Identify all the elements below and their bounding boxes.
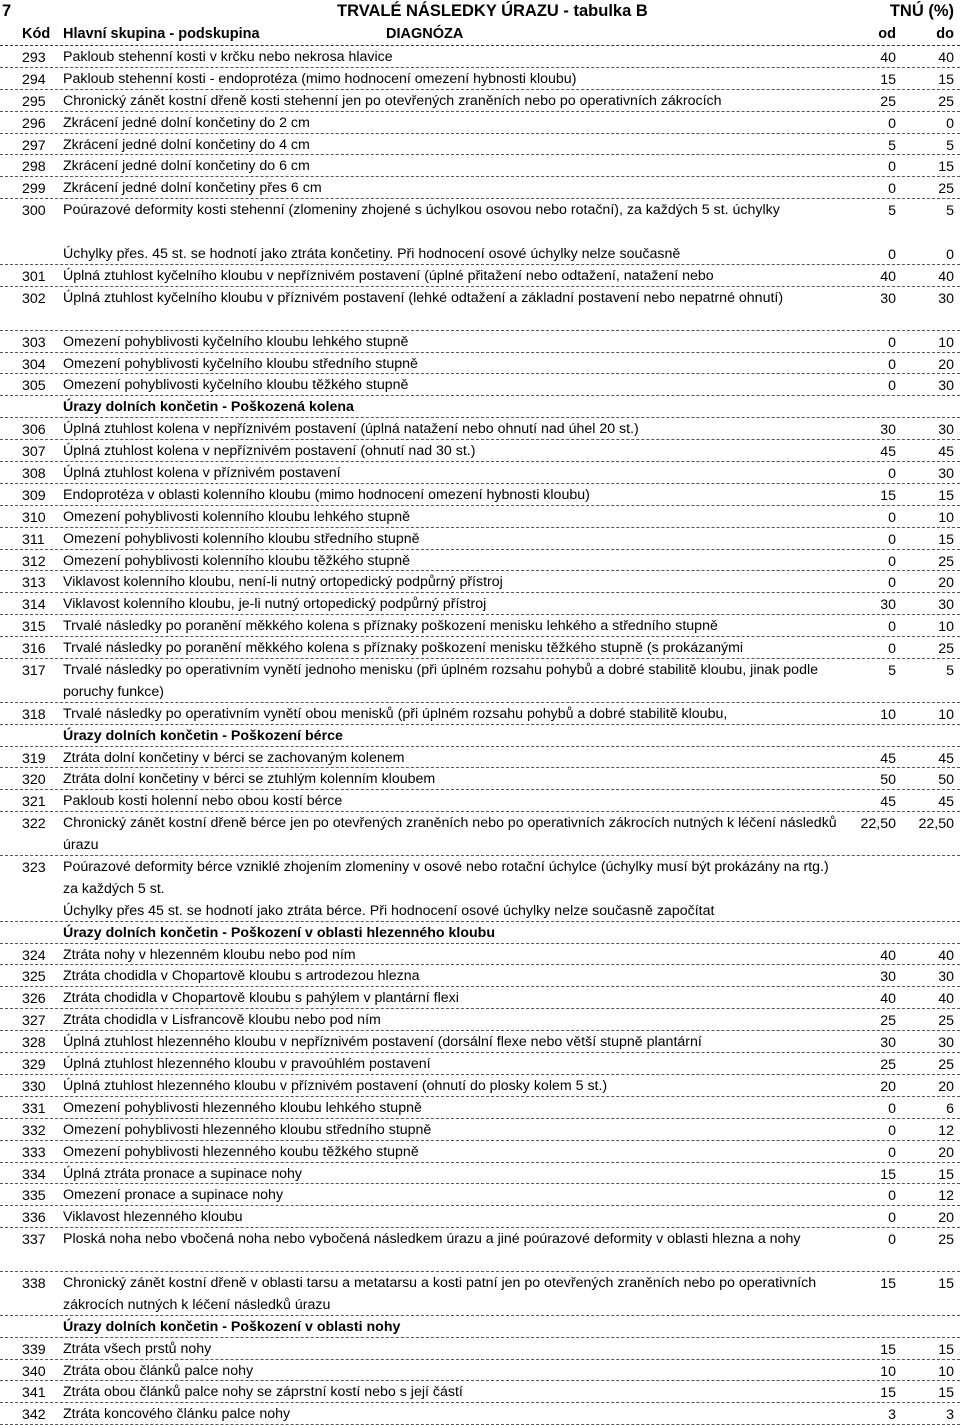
row-from: 0 <box>888 159 896 176</box>
table-row <box>0 331 960 353</box>
section-title: Úrazy dolních končetin - Poškození v oblasti nohy <box>63 1318 401 1335</box>
row-to: 10 <box>938 509 954 526</box>
table-row <box>0 177 960 199</box>
row-to: 25 <box>938 1013 954 1030</box>
row-diagnosis: Chronický zánět kostní dřeně bérce jen po otevřených zraněních nebo po operativních zákrocích nutných k léčení následků úrazu <box>63 815 837 854</box>
row-from: 0 <box>888 509 896 526</box>
row-to: 15 <box>938 159 954 176</box>
row-diagnosis: Viklavost kolenního kloubu, není-li nutný ortopedický podpůrný přístroj <box>63 574 503 591</box>
row-code: 297 <box>22 137 46 154</box>
section-heading <box>0 396 960 418</box>
row-code: 308 <box>22 465 46 482</box>
row-code: 327 <box>22 1013 46 1030</box>
row-from: 0 <box>888 1100 896 1117</box>
table-row <box>0 659 960 703</box>
row-diagnosis: Chronický zánět kostní dřeně v oblasti tarsu a metatarsu a kosti patní jen po otevřených zraněních nebo po operativních zákrocích nutných k léčení následků úrazu <box>63 1274 817 1313</box>
row-code: 293 <box>22 50 46 66</box>
row-code: 315 <box>22 619 46 636</box>
row-diagnosis: Omezení pohyblivosti kyčelního kloubu lehkého stupně <box>63 333 409 350</box>
row-diagnosis: Úplná ztráta pronace a supinace nohy <box>63 1165 302 1182</box>
table-row <box>0 790 960 812</box>
row-code: 339 <box>22 1341 46 1358</box>
row-from: 0 <box>888 619 896 636</box>
row-diagnosis: Úplná ztuhlost hlezenného kloubu v příznivém postavení (ohnutí do plosky kolem 5 st.) <box>63 1077 608 1094</box>
table-row <box>0 418 960 440</box>
row-diagnosis: Úplná ztuhlost kyčelního kloubu v nepříznivém postavení (úplné přitažení nebo odtažení, natažení nebo <box>63 267 714 284</box>
col-group: Hlavní skupina - podskupina <box>63 26 260 42</box>
row-code: 334 <box>22 1166 46 1183</box>
row-to: 3 <box>946 1407 954 1424</box>
table-row <box>0 747 960 769</box>
row-to: 30 <box>938 1035 954 1052</box>
row-diagnosis: Pakloub stehenní kosti - endoprotéza (mimo hodnocení omezení hybnosti kloubu) <box>63 70 577 87</box>
table-row <box>0 1119 960 1141</box>
row-diagnosis: Omezení pohyblivosti hlezenného koubu těžkého stupně <box>63 1143 419 1160</box>
row-to: 10 <box>938 619 954 636</box>
row-from: 50 <box>880 772 896 789</box>
table-row <box>0 1053 960 1075</box>
row-to: 12 <box>938 1188 954 1205</box>
row-from: 0 <box>888 356 896 373</box>
table-row <box>0 462 960 484</box>
col-code: Kód <box>22 26 51 42</box>
row-to: 15 <box>938 1341 954 1358</box>
col-to: do <box>936 26 954 42</box>
row-code: 338 <box>22 1275 46 1292</box>
section-heading <box>0 725 960 747</box>
row-to: 12 <box>938 1122 954 1139</box>
row-from: 0 <box>888 115 896 132</box>
row-diagnosis: Poúrazové deformity bérce vzniklé zhojením zlomeniny v osové nebo rotační úchylce (úchylky musí být prokázány na rtg.) za každých 5 st. <box>63 859 829 898</box>
row-code: 312 <box>22 553 46 570</box>
row-code: 307 <box>22 444 46 461</box>
row-diagnosis: Trvalé následky po operativním vynětí jednoho menisku (při úplném rozsahu pohybů a dobré stabilitě kloubu, jinak podle poruchy funkce) <box>63 661 818 700</box>
row-from: 30 <box>880 969 896 986</box>
row-diagnosis: Omezení pronace a supinace nohy <box>63 1187 284 1204</box>
table-row <box>0 528 960 550</box>
row-from: 30 <box>880 1035 896 1052</box>
row-diagnosis: Trvalé následky po operativním vynětí obou menisků (při úplném rozsahu pohybů a dobré stabilitě kloubu, <box>63 705 728 722</box>
row-code: 299 <box>22 181 46 198</box>
row-diagnosis: Ztráta nohy v hlezenném kloubu nebo pod ním <box>63 946 356 963</box>
row-diagnosis: Úplná ztuhlost kyčelního kloubu v příznivém postavení (lehké odtažení a základní postavení nebo nepatrné ohnutí) <box>63 289 784 306</box>
table-row <box>0 1163 960 1185</box>
row-diagnosis: Úplná ztuhlost kolena v nepříznivém postavení (ohnutí nad 30 st.) <box>63 443 476 460</box>
row-diagnosis: Zkrácení jedné dolní končetiny do 4 cm <box>63 136 310 153</box>
row-diagnosis: Ztráta dolní končetiny v bérci se ztuhlým kolenním kloubem <box>63 771 436 788</box>
row-code: 300 <box>22 203 46 220</box>
row-to: 22,50 <box>918 816 954 833</box>
row-code: 319 <box>22 750 46 767</box>
row-code: 323 <box>22 860 46 877</box>
row-from: 5 <box>888 662 896 679</box>
row-diagnosis: Omezení pohyblivosti kyčelního kloubu těžkého stupně <box>63 377 409 394</box>
table-row <box>0 1184 960 1206</box>
row-to: 15 <box>938 1385 954 1402</box>
row-from: 3 <box>888 1407 896 1424</box>
row-to: 15 <box>938 487 954 504</box>
row-diagnosis: Zkrácení jedné dolní končetiny přes 6 cm <box>63 180 322 197</box>
table-row <box>0 593 960 615</box>
table-row <box>0 637 960 659</box>
row-diagnosis: Ztráta koncového článku palce nohy <box>63 1406 291 1423</box>
row-to: 30 <box>938 465 954 482</box>
row-diagnosis: Úchylky přes. 45 st. se hodnotí jako ztráta končetiny. Při hodnocení osové úchylky nelze současně <box>63 246 681 263</box>
table-row <box>0 353 960 375</box>
row-diagnosis: Omezení pohyblivosti kolenního kloubu těžkého stupně <box>63 552 411 569</box>
row-to: 0 <box>946 247 954 264</box>
table-row <box>0 965 960 987</box>
table-row <box>0 506 960 528</box>
row-from: 0 <box>888 1122 896 1139</box>
row-from: 45 <box>880 444 896 461</box>
row-to: 20 <box>938 356 954 373</box>
table-row <box>0 812 960 856</box>
row-to: 40 <box>938 947 954 964</box>
row-code: 305 <box>22 378 46 395</box>
row-code: 342 <box>22 1407 46 1424</box>
table-row <box>0 1272 960 1316</box>
row-diagnosis: Ploská noha nebo vbočená noha nebo vybočená následkem úrazu a jiné poúrazové deformity v oblasti hlezna a nohy <box>63 1231 801 1248</box>
row-from: 0 <box>888 1144 896 1161</box>
table-row <box>0 1381 960 1403</box>
row-to: 0 <box>946 115 954 132</box>
row-diagnosis: Omezení pohyblivosti hlezenného kloubu středního stupně <box>63 1121 432 1138</box>
row-diagnosis: Zkrácení jedné dolní končetiny do 2 cm <box>63 114 310 131</box>
row-code: 326 <box>22 991 46 1008</box>
unit-label: TNÚ (%) <box>889 2 954 20</box>
row-from: 15 <box>880 1385 896 1402</box>
row-code: 294 <box>22 71 46 88</box>
table-row <box>0 944 960 966</box>
row-to: 40 <box>938 50 954 66</box>
row-code: 324 <box>22 947 46 964</box>
row-to: 45 <box>938 750 954 767</box>
row-code: 309 <box>22 487 46 504</box>
row-diagnosis: Omezení pohyblivosti kolenního kloubu lehkého stupně <box>63 508 411 525</box>
row-from: 25 <box>880 1057 896 1074</box>
table-row <box>0 68 960 90</box>
row-to: 20 <box>938 575 954 592</box>
row-to: 5 <box>946 203 954 220</box>
row-code: 340 <box>22 1363 46 1380</box>
row-code: 328 <box>22 1035 46 1052</box>
table-row <box>0 768 960 790</box>
page-header <box>0 0 960 22</box>
row-to: 30 <box>938 597 954 614</box>
table-row <box>0 615 960 637</box>
row-diagnosis: Ztráta dolní končetiny v bérci se zachovaným kolenem <box>63 749 405 766</box>
row-diagnosis: Ztráta chodidla v Lisfrancově kloubu nebo pod ním <box>63 1012 381 1029</box>
row-from: 0 <box>888 1210 896 1227</box>
row-from: 0 <box>888 575 896 592</box>
row-from: 15 <box>880 1275 896 1292</box>
row-from: 22,50 <box>860 816 896 833</box>
table-row <box>0 199 960 243</box>
row-diagnosis: Úchylky přes 45 st. se hodnotí jako ztráta bérce. Při hodnocení osové úchylky nelze současně započítat <box>63 902 715 919</box>
table-row <box>0 265 960 287</box>
table-row <box>0 287 960 331</box>
row-diagnosis: Pakloub kosti holenní nebo obou kostí bérce <box>63 793 343 810</box>
row-from: 30 <box>880 597 896 614</box>
row-from: 40 <box>880 947 896 964</box>
row-diagnosis: Ztráta obou článků palce nohy <box>63 1362 254 1379</box>
row-diagnosis: Úplná ztuhlost hlezenného kloubu v nepříznivém postavení (dorsální flexe nebo větší stupně plantární <box>63 1034 702 1051</box>
table-row <box>0 243 960 265</box>
row-code: 330 <box>22 1078 46 1095</box>
row-code: 332 <box>22 1122 46 1139</box>
row-to: 40 <box>938 268 954 285</box>
row-from: 40 <box>880 268 896 285</box>
row-from: 0 <box>888 1188 896 1205</box>
row-code: 313 <box>22 575 46 592</box>
table-row <box>0 987 960 1009</box>
row-from: 40 <box>880 50 896 66</box>
row-to: 45 <box>938 794 954 811</box>
row-from: 0 <box>888 247 896 264</box>
row-from: 0 <box>888 334 896 351</box>
row-diagnosis: Omezení pohyblivosti hlezenného kloubu lehkého stupně <box>63 1099 422 1116</box>
row-diagnosis: Úplná ztuhlost kolena v příznivém postavení <box>63 464 341 481</box>
table-row <box>0 134 960 156</box>
table-row <box>0 1141 960 1163</box>
table-row <box>0 550 960 572</box>
row-from: 0 <box>888 465 896 482</box>
table-row <box>0 90 960 112</box>
table-row <box>0 374 960 396</box>
row-code: 316 <box>22 641 46 658</box>
table-row <box>0 1009 960 1031</box>
row-diagnosis: Ztráta chodidla v Chopartově kloubu s artrodezou hlezna <box>63 968 420 985</box>
table-row <box>0 1075 960 1097</box>
row-diagnosis: Endoprotéza v oblasti kolenního kloubu (mimo hodnocení omezení hybnosti kloubu) <box>63 486 590 503</box>
row-diagnosis: Zkrácení jedné dolní končetiny do 6 cm <box>63 158 310 175</box>
row-from: 15 <box>880 487 896 504</box>
row-from: 25 <box>880 93 896 110</box>
table-row <box>0 484 960 506</box>
row-code: 321 <box>22 794 46 811</box>
row-from: 10 <box>880 706 896 723</box>
row-diagnosis: Pakloub stehenní kosti v krčku nebo nekrosa hlavice <box>63 49 393 65</box>
row-to: 15 <box>938 71 954 88</box>
row-code: 335 <box>22 1188 46 1205</box>
table-row <box>0 1228 960 1272</box>
row-code: 304 <box>22 356 46 373</box>
row-to: 25 <box>938 93 954 110</box>
row-code: 337 <box>22 1232 46 1249</box>
row-from: 5 <box>888 137 896 154</box>
table-row <box>0 900 960 922</box>
row-to: 10 <box>938 1363 954 1380</box>
row-diagnosis: Ztráta chodidla v Chopartově kloubu s pahýlem v plantární flexi <box>63 990 459 1007</box>
row-from: 30 <box>880 290 896 307</box>
row-from: 45 <box>880 794 896 811</box>
row-code: 306 <box>22 422 46 439</box>
row-code: 325 <box>22 969 46 986</box>
row-from: 0 <box>888 181 896 198</box>
row-from: 15 <box>880 1166 896 1183</box>
row-diagnosis: Omezení pohyblivosti kolenního kloubu středního stupně <box>63 530 420 547</box>
row-to: 25 <box>938 1232 954 1249</box>
row-code: 296 <box>22 115 46 132</box>
row-diagnosis: Poúrazové deformity kosti stehenní (zlomeniny zhojené s úchylkou osovou nebo rotační), za každých 5 st. úchylky <box>63 202 780 219</box>
row-diagnosis: Omezení pohyblivosti kyčelního kloubu středního stupně <box>63 355 418 372</box>
table-row <box>0 1206 960 1228</box>
table-row <box>0 1031 960 1053</box>
row-from: 0 <box>888 641 896 658</box>
row-to: 25 <box>938 553 954 570</box>
table-row <box>0 112 960 134</box>
row-to: 20 <box>938 1078 954 1095</box>
table-title: TRVALÉ NÁSLEDKY ÚRAZU - tabulka B <box>337 2 648 20</box>
table-row <box>0 571 960 593</box>
row-code: 341 <box>22 1385 46 1402</box>
row-diagnosis: Viklavost hlezenného kloubu <box>63 1209 243 1226</box>
table-row <box>0 856 960 900</box>
row-to: 5 <box>946 137 954 154</box>
row-from: 45 <box>880 750 896 767</box>
row-from: 0 <box>888 1232 896 1249</box>
row-to: 20 <box>938 1210 954 1227</box>
diagnosis-table <box>0 46 960 1425</box>
row-from: 30 <box>880 422 896 439</box>
row-code: 320 <box>22 772 46 789</box>
row-diagnosis: Ztráta všech prstů nohy <box>63 1340 212 1357</box>
row-to: 25 <box>938 1057 954 1074</box>
row-code: 322 <box>22 816 46 833</box>
column-headers <box>0 24 960 46</box>
row-diagnosis: Viklavost kolenního kloubu, je-li nutný ortopedický podpůrný přístroj <box>63 596 487 613</box>
row-to: 5 <box>946 662 954 679</box>
row-code: 311 <box>22 531 45 548</box>
row-to: 30 <box>938 378 954 395</box>
row-code: 298 <box>22 159 46 176</box>
row-code: 331 <box>22 1100 46 1117</box>
row-from: 10 <box>880 1363 896 1380</box>
row-to: 30 <box>938 290 954 307</box>
table-row <box>0 1338 960 1360</box>
row-from: 0 <box>888 378 896 395</box>
section-heading <box>0 1316 960 1338</box>
row-code: 336 <box>22 1210 46 1227</box>
section-heading <box>0 922 960 944</box>
row-to: 25 <box>938 641 954 658</box>
row-diagnosis: Chronický zánět kostní dřeně kosti stehenní jen po otevřených zraněních nebo po operativních zákrocích <box>63 92 722 109</box>
row-to: 45 <box>938 444 954 461</box>
table-row <box>0 46 960 68</box>
row-code: 303 <box>22 334 46 351</box>
row-diagnosis: Úplná ztuhlost hlezenného kloubu v pravoúhlém postavení <box>63 1056 431 1073</box>
row-code: 302 <box>22 290 46 307</box>
row-code: 318 <box>22 706 46 723</box>
row-to: 20 <box>938 1144 954 1161</box>
row-from: 0 <box>888 553 896 570</box>
row-from: 40 <box>880 991 896 1008</box>
row-to: 15 <box>938 1166 954 1183</box>
row-from: 0 <box>888 531 896 548</box>
row-to: 50 <box>938 772 954 789</box>
row-to: 40 <box>938 991 954 1008</box>
row-diagnosis: Úplná ztuhlost kolena v nepříznivém postavení (úplná natažení nebo ohnutí nad úhel 20 st.) <box>63 421 639 438</box>
row-to: 15 <box>938 1275 954 1292</box>
table-row <box>0 703 960 725</box>
table-row <box>0 155 960 177</box>
row-code: 310 <box>22 509 46 526</box>
row-code: 329 <box>22 1057 46 1074</box>
row-from: 5 <box>888 203 896 220</box>
table-row <box>0 440 960 462</box>
row-to: 10 <box>938 706 954 723</box>
row-to: 30 <box>938 422 954 439</box>
section-title: Úrazy dolních končetin - Poškozená kolena <box>63 399 354 416</box>
section-title: Úrazy dolních končetin - Poškození v oblasti hlezenného kloubu <box>63 924 495 941</box>
row-from: 15 <box>880 1341 896 1358</box>
row-to: 15 <box>938 531 954 548</box>
row-to: 6 <box>946 1100 954 1117</box>
row-code: 301 <box>22 268 46 285</box>
row-code: 295 <box>22 93 46 110</box>
col-diagnosis: DIAGNÓZA <box>386 26 464 42</box>
row-from: 15 <box>880 71 896 88</box>
row-code: 333 <box>22 1144 46 1161</box>
row-code: 317 <box>22 662 46 679</box>
row-diagnosis: Trvalé následky po poranění měkkého kolena s příznaky poškození menisku lehkého a středního stupně <box>63 618 718 635</box>
table-row <box>0 1403 960 1425</box>
col-from: od <box>878 26 896 42</box>
row-diagnosis: Trvalé následky po poranění měkkého kolena s příznaky poškození menisku těžkého stupně (s prokázanými <box>63 640 744 657</box>
row-from: 25 <box>880 1013 896 1030</box>
row-code: 314 <box>22 597 46 614</box>
row-to: 30 <box>938 969 954 986</box>
row-to: 10 <box>938 334 954 351</box>
table-row <box>0 1360 960 1382</box>
row-from: 20 <box>880 1078 896 1095</box>
section-title: Úrazy dolních končetin - Poškození bérce <box>63 727 343 744</box>
table-row <box>0 1097 960 1119</box>
row-diagnosis: Ztráta obou článků palce nohy se záprstní kostí nebo s její částí <box>63 1384 463 1401</box>
page-number: 7 <box>2 2 12 20</box>
row-to: 25 <box>938 181 954 198</box>
